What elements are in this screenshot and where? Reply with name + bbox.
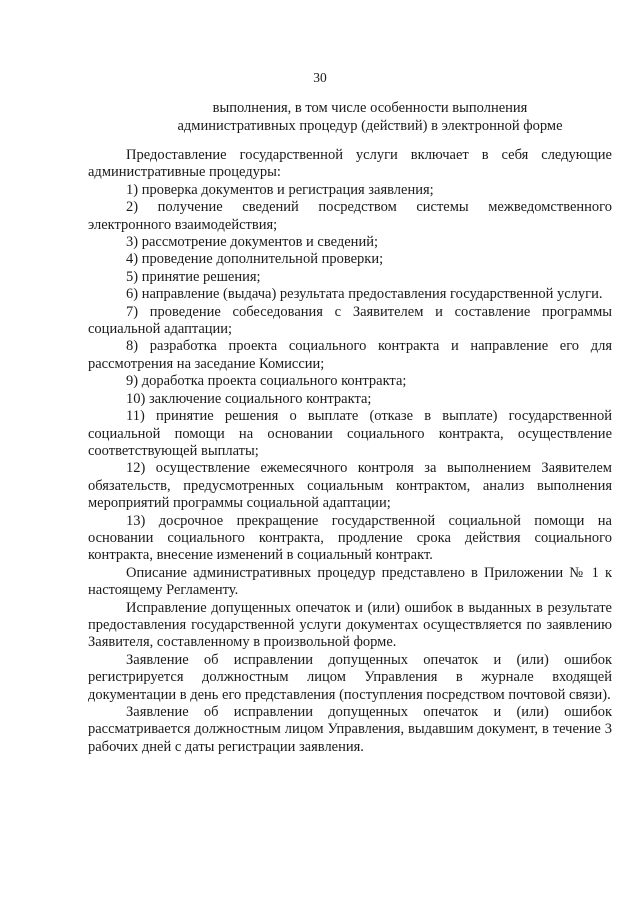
paragraph-appendix-ref: Описание административных процедур представлено в Приложении № 1 к настоящему Регламенту. — [88, 564, 612, 599]
paragraph-review: Заявление об исправлении допущенных опечаток и (или) ошибок рассматривается должностным лицом Управления, выдавшим документ, в течение 3 рабочих дней с даты регистрации заявления. — [88, 704, 612, 755]
list-item-8: 8) разработка проекта социального контракта и направление его для рассмотрения на заседание Комиссии; — [88, 338, 612, 372]
list-item-11: 11) принятие решения о выплате (отказе в выплате) государственной социальной помощи на основании социального контракта, осуществление соответствующей выплаты; — [88, 408, 612, 459]
heading-line-2: административных процедур (действий) в электронной форме — [177, 118, 563, 134]
list-item-6: 6) направление (выдача) результата предоставления государственной услуги. — [126, 286, 603, 303]
list-item-7: 7) проведение собеседования с Заявителем и составление программы социальной адаптации; — [88, 303, 612, 338]
list-item-4: 4) проведение дополнительной проверки; — [126, 251, 384, 268]
list-item-12: 12) осуществление ежемесячного контроля за выполнением Заявителем обязательств, предусмотренных социальным контрактом, анализ выполнения мероприятий программы социальной адаптации; — [88, 460, 612, 512]
list-item-3: 3) рассмотрение документов и сведений; — [126, 234, 378, 251]
heading-line-1: выполнения, в том числе особенности выполнения — [212, 100, 528, 116]
list-item-9: 9) доработка проекта социального контракта; — [126, 373, 407, 390]
list-item-10: 10) заключение социального контракта; — [126, 390, 372, 407]
document-body — [88, 147, 612, 756]
list-item-2: 2) получение сведений посредством системы межведомственного электронного взаимодействия; — [88, 199, 612, 233]
paragraph-intro: Предоставление государственной услуги включает в себя следующие административные процедуры: — [88, 147, 612, 181]
list-item-13: 13) досрочное прекращение государственной социальной помощи на основании социального контракта, продление срока действия социального контракта, внесение изменений в социальный контракт. — [88, 512, 612, 564]
paragraph-corrections: Исправление допущенных опечаток и (или) ошибок в выданных в результате предоставления государственной услуги документах осуществляется по заявлению Заявителя, составленному в произвольной форме. — [88, 599, 612, 651]
section-heading — [120, 99, 620, 135]
paragraph-registration: Заявление об исправлении допущенных опечаток и (или) ошибок регистрируется должностным лицом Управления в журнале входящей документации в день его представления (поступления посредством почтовой связи). — [88, 651, 612, 703]
page-number: 30 — [313, 70, 327, 85]
list-item-1: 1) проверка документов и регистрация заявления; — [126, 181, 434, 198]
list-item-5: 5) принятие решения; — [126, 268, 261, 285]
